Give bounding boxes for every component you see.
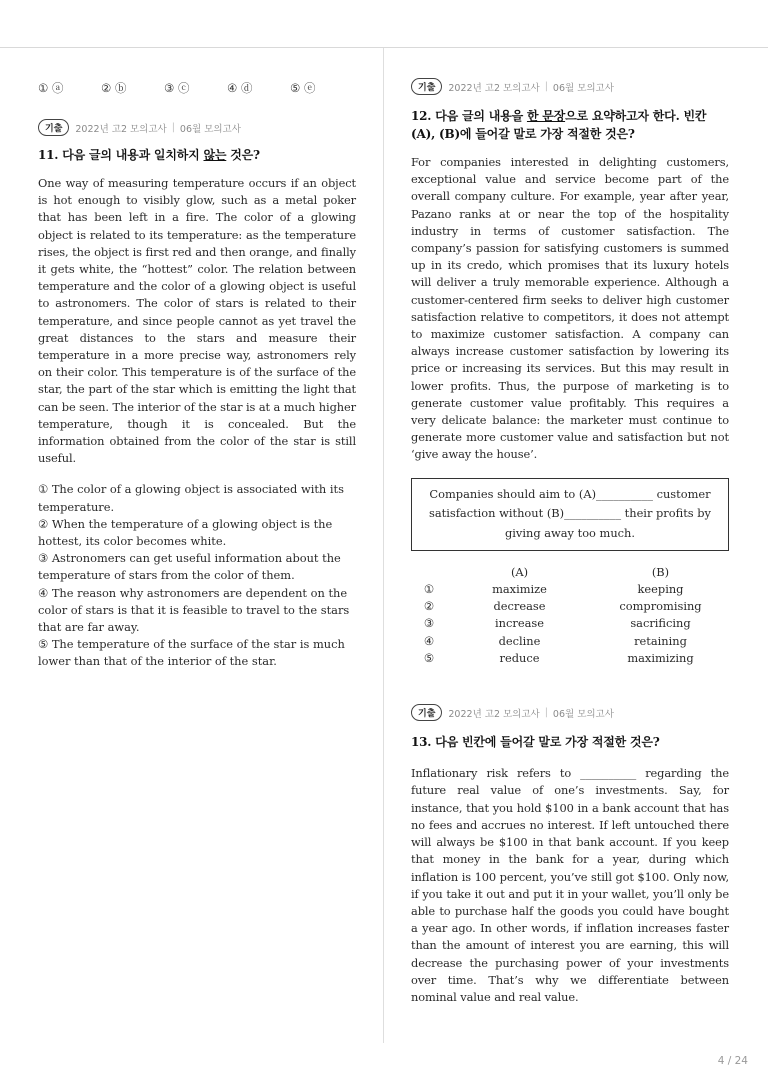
q12-month: 06월 모의고사 (552, 82, 614, 94)
q12-summary-line-2: satisfaction without (B)__________ their profits by (429, 506, 711, 521)
choice-number: ① (423, 581, 435, 596)
q12-summary-line-1: Companies should aim to (A)__________ customer (429, 486, 711, 501)
choice-b: retaining (634, 633, 687, 648)
separator: | (171, 122, 175, 133)
q11-source-line (38, 119, 356, 136)
choice-b: maximizing (627, 650, 694, 665)
choice-a: decrease (493, 599, 546, 614)
q11-exam: 2022년 고2 모의고사 (75, 123, 167, 135)
page-number: 4 / 24 (717, 1055, 748, 1067)
q11-option-5[interactable]: ⑤ The temperature of the surface of the star is much lower than that of the interior of the star. (38, 637, 345, 669)
right-column (411, 78, 729, 1006)
choice-a: increase (495, 616, 544, 631)
q12-header-a: (A) (510, 564, 529, 579)
q12-choice-header (411, 563, 729, 580)
q12-exam: 2022년 고2 모의고사 (448, 82, 540, 94)
column-divider (383, 48, 384, 1043)
q12-header-b: (B) (651, 564, 670, 579)
q12-choice-table (411, 563, 729, 666)
answer-choice-4: ④ ⓓ (227, 81, 253, 95)
header-divider (0, 47, 768, 48)
choice-a: maximize (492, 581, 547, 596)
q11-title-emphasis: 않는 (203, 148, 227, 162)
q12-passage: For companies interested in delighting customers, exceptional value and service become part of the overall company culture. For example, year after year, Pazano ranks at or near the top of the hospitality industry in terms of customer satisfaction. The company’s passion for satisfying customers is summed up in its credo, which promises that its luxury hotels will deliver a truly memorable experience. Although a customer-centered firm seeks to deliver high customer satisfaction relative to competitors, it does not attempt to maximize customer satisfaction. A company can always increase customer satisfaction by lowering its price or increasing its services. But this may result in lower profits. Thus, the purpose of marketing is to generate customer value profitably. This requires a very delicate balance: the marketer must continue to generate more customer value and satisfaction but not ‘give away the house’. (411, 155, 729, 462)
q11-option-4[interactable]: ④ The reason why astronomers are dependent on the color of stars is that it is feasible to travel to the stars that are far away. (38, 585, 350, 635)
separator: | (544, 707, 548, 719)
q12-choice-row-5[interactable] (411, 649, 729, 666)
q12-source-line (411, 78, 729, 95)
q13-month: 06월 모의고사 (552, 708, 614, 720)
choice-number: ③ (423, 616, 435, 631)
q11-option-3[interactable]: ③ Astronomers can get useful information about the temperature of stars from the color of them. (38, 551, 341, 583)
q11-option-1[interactable]: ① The color of a glowing object is associated with its temperature. (38, 482, 344, 514)
q12-choice-row-3[interactable] (411, 615, 729, 632)
choice-a: reduce (499, 650, 540, 665)
q12-source-tag: 기출 (411, 78, 442, 95)
q13-source-line (411, 704, 729, 721)
q12-choice-row-2[interactable] (411, 598, 729, 615)
q11-option-2[interactable]: ② When the temperature of a glowing object is the hottest, its color becomes white. (38, 516, 333, 549)
q13-passage: Inflationary risk refers to __________ regarding the future real value of one’s investments. Say, for instance, that you hold $100 in a bank account that has no fees and accrues no interest. If left untouched there will always be $100 in that bank account. If you keep that money in the bank for a year, during which inflation is 100 percent, you’ve still got $100. Only now, if you take it out and put it in your wallet, you’ll only be able to purchase half the goods you could have bought a year ago. In other words, if inflation increases faster than the amount of interest you are earning, this will decrease the purchasing power of your investments over time. That’s why we differentiate between nominal value and real value. (411, 766, 729, 1004)
answer-choice-5: ⑤ ⓔ (290, 81, 316, 95)
separator: | (544, 81, 548, 92)
choice-b: keeping (637, 581, 684, 596)
answer-choice-3: ③ ⓒ (164, 81, 190, 95)
q12-summary-box (411, 478, 729, 552)
previous-question-answers (38, 80, 356, 96)
choice-b: compromising (619, 599, 702, 614)
q11-title: 11. 다음 글의 내용과 일치하지 않는 것은? (38, 148, 260, 162)
q12-choice-row-4[interactable] (411, 632, 729, 649)
q11-source-tag: 기출 (38, 119, 69, 136)
q11-passage: One way of measuring temperature occurs if an object is hot enough to visibly glow, such as a metal poker that has been left in a fire. The color of a glowing object is related to its temperature: as the temperature rises, the object is first red and then orange, and finally it gets white, the “hottest” color. The relation between temperature and the color of a glowing object is useful to astronomers. The color of stars is related to their temperature, and since people cannot as yet travel the great distances to the stars and measure their temperature in a more precise way, astronomers rely on their color. This temperature is of the surface of the star, the part of the star which is emitting the light that can be seen. The interior of the star is at a much higher temperature, though it is concealed. But the information obtained from the color of the star is still useful. (38, 176, 356, 466)
choice-b: sacrificing (630, 616, 691, 631)
q12-title-emphasis: 한 문장 (526, 109, 566, 123)
choice-a: decline (498, 633, 541, 648)
choice-number: ② (423, 599, 435, 614)
q13-title: 13. 다음 빈칸에 들어갈 말로 가장 적절한 것은? (411, 735, 660, 750)
q12-title: 12. 다음 글의 내용을 한 문장으로 요약하고자 한다. 빈칸 (A), (B)에 들어갈 말로 가장 적절한 것은? (411, 109, 707, 141)
q12-summary-line-3: giving away too much. (504, 525, 636, 540)
q13-source-tag: 기출 (411, 704, 442, 721)
q13-exam: 2022년 고2 모의고사 (448, 708, 540, 720)
answer-choice-1: ① ⓐ (38, 81, 64, 95)
choice-number: ⑤ (423, 650, 435, 665)
q12-choice-row-1[interactable] (411, 580, 729, 597)
choice-number: ④ (423, 633, 435, 648)
answer-choice-2: ② ⓑ (101, 81, 127, 95)
q11-options (38, 481, 356, 670)
left-column (38, 78, 356, 671)
q11-month: 06월 모의고사 (179, 123, 241, 135)
